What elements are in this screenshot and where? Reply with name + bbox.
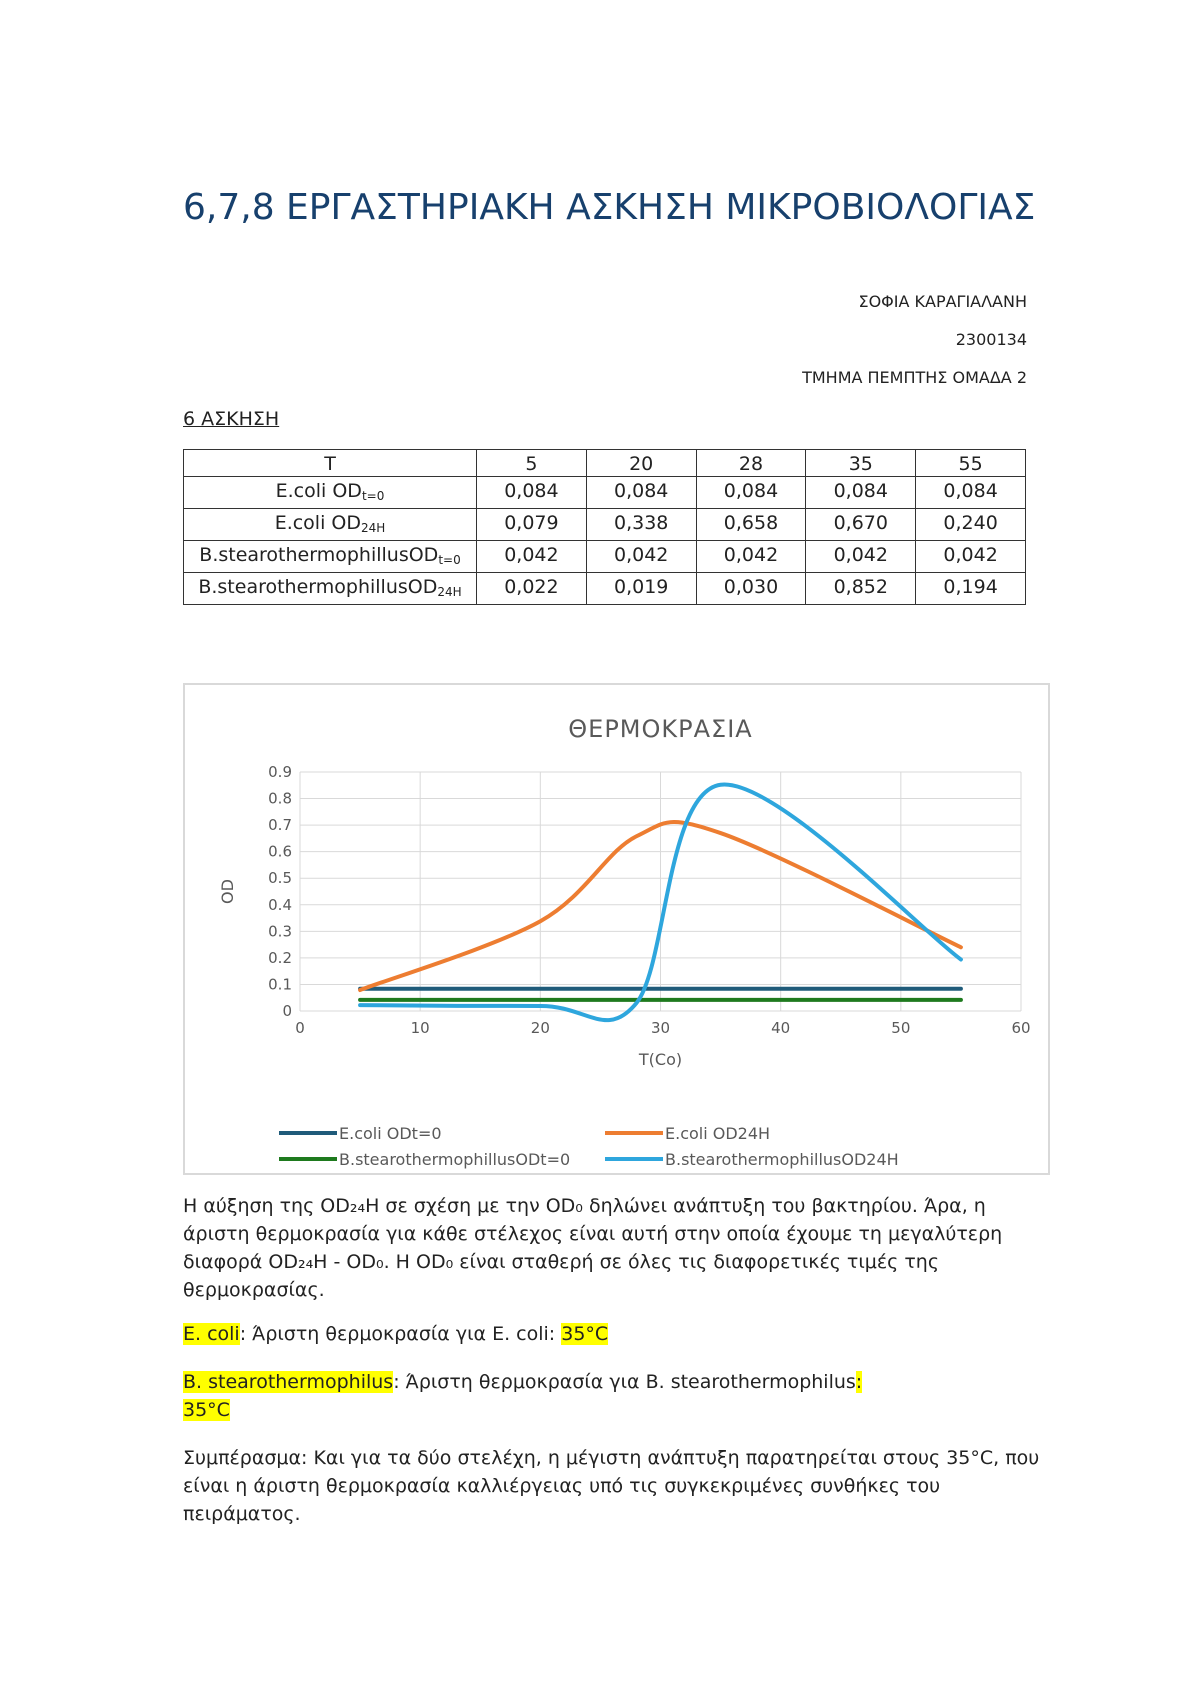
table-cell: 0,084	[586, 477, 696, 509]
bst-result-text: : Άριστη θερμοκρασία για B. stearothermophilus	[393, 1371, 856, 1393]
section-heading: 6 ΑΣΚΗΣΗ	[183, 408, 280, 430]
table-cell: 0,030	[696, 573, 806, 605]
row-label	[184, 477, 477, 509]
bst-colon-highlight: :	[855, 1371, 863, 1393]
legend-entry: B.stearothermophillusOD24H	[665, 1150, 899, 1169]
table-cell: 0,019	[586, 573, 696, 605]
table-cell: 0,194	[916, 573, 1026, 605]
x-axis-label: T(Co)	[638, 1050, 683, 1069]
legend-entry: B.stearothermophillusODt=0	[339, 1150, 571, 1169]
y-tick-label: 0.6	[268, 842, 292, 861]
ecoli-result	[183, 1320, 1043, 1348]
table-cell: 0,658	[696, 509, 806, 541]
row-label	[184, 573, 477, 605]
x-tick-label: 20	[530, 1019, 550, 1037]
bst-name-highlight: B. stearothermophilus	[183, 1371, 394, 1393]
y-tick-label: 0.8	[268, 789, 292, 808]
table-row	[184, 541, 1026, 573]
intro-paragraph: Η αύξηση της OD₂₄H σε σχέση με την OD₀ δηλώνει ανάπτυξη του βακτηρίου. Άρα, η άριστη θερμοκρασία για κάθε στέλεχος είναι αυτή στην οποία έχουμε τη μεγαλύτερη διαφορά OD₂₄H - OD₀. Η OD₀ είναι σταθερή σε όλες τις διαφορετικές τιμές της θερμοκρασίας.	[183, 1195, 1003, 1301]
y-tick-label: 0.4	[268, 895, 292, 914]
y-tick-label: 0.3	[268, 922, 292, 941]
legend-entry: E.coli ODt=0	[339, 1124, 442, 1143]
x-tick-label: 40	[771, 1019, 791, 1037]
table-cell: 20	[586, 450, 696, 477]
table-cell: T	[184, 450, 477, 477]
x-tick-label: 0	[295, 1019, 305, 1037]
conclusion-paragraph: Συμπέρασμα: Και για τα δύο στελέχη, η μέγιστη ανάπτυξη παρατηρείται στους 35°C, που είναι η άριστη θερμοκρασία καλλιέργειας υπό τις συγκεκριμένες συνθήκες του πειράματος.	[183, 1447, 1040, 1525]
row-label-sub: t=0	[361, 489, 385, 503]
table-cell: 0,042	[696, 541, 806, 573]
ecoli-temp-highlight: 35°C	[561, 1323, 609, 1345]
row-label-sub: t=0	[438, 553, 461, 567]
page-title: 6,7,8 ΕΡΓΑΣΤΗΡΙΑΚΗ ΑΣΚΗΣΗ ΜΙΚΡΟΒΙΟΛΟΓΙΑΣ	[183, 187, 1036, 228]
row-label-main: B.stearothermophillusOD	[198, 576, 438, 598]
y-tick-label: 0.5	[268, 869, 292, 888]
ecoli-result-text: : Άριστη θερμοκρασία για E. coli:	[239, 1323, 562, 1345]
table-cell: 0,670	[806, 509, 916, 541]
ecoli-name-highlight: E. coli	[183, 1323, 240, 1345]
temperature-chart	[183, 683, 1050, 1175]
chart-title: ΘΕΡΜΟΚΡΑΣΙΑ	[568, 715, 753, 743]
table-cell: 0,240	[916, 509, 1026, 541]
row-label-main: E.coli OD	[275, 480, 362, 502]
y-tick-label: 0	[282, 1002, 292, 1020]
x-tick-label: 10	[410, 1019, 430, 1037]
table-cell: 0,338	[586, 509, 696, 541]
bst-result	[183, 1368, 1043, 1424]
table-cell: 35	[806, 450, 916, 477]
table-cell: 0,022	[477, 573, 587, 605]
bst-temp-highlight: 35°C	[183, 1399, 230, 1421]
row-label-sub: 24H	[437, 585, 462, 599]
table-cell: 0,042	[806, 541, 916, 573]
row-label	[184, 509, 477, 541]
y-axis-label: OD	[218, 879, 237, 904]
table-cell: 0,079	[477, 509, 587, 541]
row-label-sub: 24H	[361, 521, 386, 535]
author-name: ΣΟΦΙΑ ΚΑΡΑΓΙΑΛΑΝΗ	[858, 292, 1027, 311]
x-tick-label: 50	[891, 1019, 911, 1037]
table-cell: 0,084	[477, 477, 587, 509]
table-cell: 0,084	[806, 477, 916, 509]
table-cell: 28	[696, 450, 806, 477]
table-cell: 0,042	[916, 541, 1026, 573]
table-cell: 0,042	[477, 541, 587, 573]
legend-entry: E.coli OD24H	[665, 1124, 771, 1143]
table-row	[184, 573, 1026, 605]
row-label-main: E.coli OD	[274, 512, 361, 534]
student-id: 2300134	[955, 330, 1027, 349]
x-tick-label: 60	[1011, 1019, 1031, 1037]
table-cell: 55	[916, 450, 1026, 477]
y-tick-label: 0.1	[268, 975, 292, 994]
results-table	[183, 449, 1026, 605]
table-row	[184, 509, 1026, 541]
chart-canvas	[185, 685, 1052, 1177]
row-label	[184, 541, 477, 573]
table-cell: 5	[477, 450, 587, 477]
row-label-main: B.stearothermophillusOD	[199, 544, 439, 566]
table-cell: 0,084	[696, 477, 806, 509]
x-tick-label: 30	[650, 1019, 671, 1037]
y-tick-label: 0.2	[268, 948, 292, 967]
table-cell: 0,852	[806, 573, 916, 605]
table-header-row	[184, 450, 1026, 477]
table-cell: 0,084	[916, 477, 1026, 509]
y-tick-label: 0.7	[268, 816, 292, 835]
y-tick-label: 0.9	[268, 763, 292, 781]
table-cell: 0,042	[586, 541, 696, 573]
group-label: ΤΜΗΜΑ ΠΕΜΠΤΗΣ ΟΜΑΔΑ 2	[802, 368, 1027, 387]
table-row	[184, 477, 1026, 509]
